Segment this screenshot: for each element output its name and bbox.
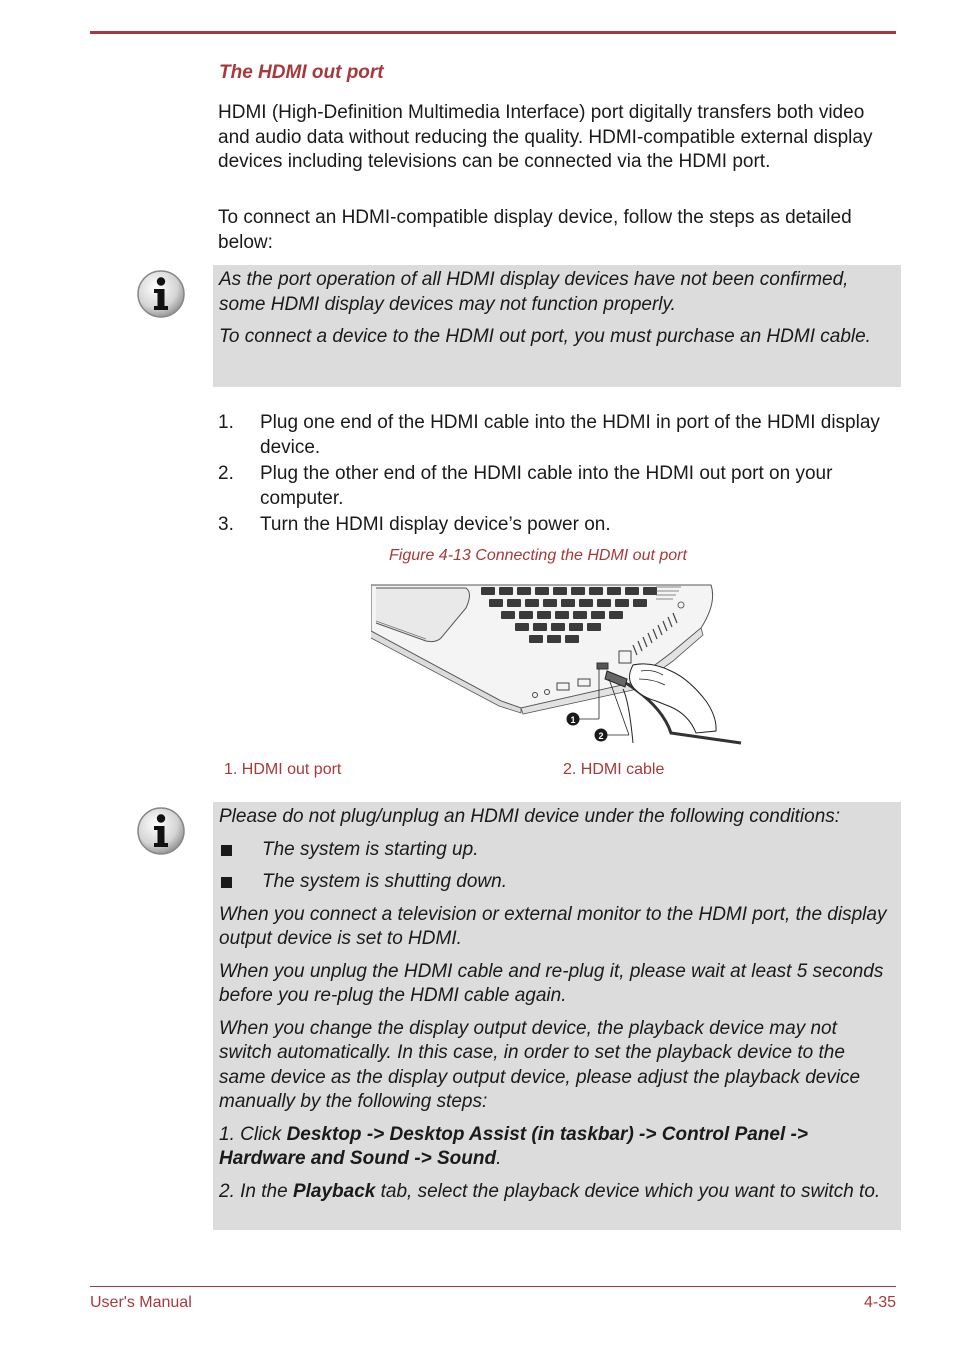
condition-list (219, 838, 893, 895)
footer-rule (90, 1286, 896, 1287)
step-text: Plug one end of the HDMI cable into the HDMI in port of the HDMI display device. (260, 412, 880, 458)
figure-legend-1: 1. HDMI out port (224, 761, 342, 778)
info-icon (136, 806, 186, 856)
intro-paragraph-1: HDMI (High-Definition Multimedia Interface) port digitally transfers both video and audio data without reducing the quality. HDMI-compatible external display devices including televisions can be connected via the HDMI port. (218, 102, 873, 172)
note-step-suffix: tab, select the playback device which you want to switch to. (375, 1180, 881, 1202)
note-step-suffix: . (496, 1148, 502, 1169)
step-text: Turn the HDMI display device’s power on. (260, 514, 611, 535)
footer-page-number: 4-35 (863, 1294, 896, 1311)
section-title: The HDMI out port (219, 62, 384, 83)
steps-list (218, 411, 888, 540)
note-box-2 (213, 802, 901, 1230)
note-step-prefix: 2. In the (219, 1180, 293, 1202)
list-item (218, 462, 888, 511)
note-text: When you change the display output device, the playback device may not switch automatically. In this case, in order to set the playback device to the same device as the display output device, please adjust the playback device manually by the following steps: (219, 1017, 861, 1112)
note-text: When you connect a television or external monitor to the HDMI port, the display output device is set to HDMI. (219, 903, 887, 949)
note-text: When you unplug the HDMI cable and re-plug it, please wait at least 5 seconds before you re-plug the HDMI cable again. (219, 960, 884, 1006)
list-item (218, 513, 888, 538)
step-text: Plug the other end of the HDMI cable into the HDMI out port on your computer. (260, 463, 833, 509)
list-item (219, 870, 893, 895)
bullet-square-icon (221, 877, 232, 888)
figure-legend-2: 2. HDMI cable (563, 761, 665, 778)
menu-path: Desktop -> Desktop Assist (in taskbar) -> Control Panel -> Hardware and Sound -> Sound (219, 1123, 808, 1169)
list-item (218, 411, 888, 460)
figure-caption: Figure 4-13 Connecting the HDMI out port (389, 547, 687, 564)
list-item (219, 838, 893, 863)
footer-manual-title: User's Manual (90, 1294, 192, 1311)
note-step-prefix: 1. Click (219, 1123, 287, 1145)
note-text: As the port operation of all HDMI display devices have not been confirmed, some HDMI display devices may not function properly. (219, 269, 849, 315)
tab-name: Playback (292, 1180, 376, 1202)
info-icon (136, 269, 186, 319)
callout-1-label: 1 (570, 715, 576, 725)
note-step-1 (219, 1123, 893, 1172)
note-text: To connect a device to the HDMI out port, you must purchase an HDMI cable. (219, 326, 871, 347)
condition-text: The system is shutting down. (262, 871, 507, 892)
step-number: 2. (218, 463, 234, 484)
bullet-square-icon (221, 845, 232, 856)
note-step-2 (219, 1180, 893, 1205)
laptop-hdmi-illustration (371, 583, 744, 746)
header-rule (90, 31, 896, 34)
intro-paragraph-2: To connect an HDMI-compatible display device, follow the steps as detailed below: (218, 207, 852, 253)
step-number: 3. (218, 514, 234, 535)
note-text: Please do not plug/unplug an HDMI device under the following conditions: (219, 806, 841, 827)
step-number: 1. (218, 412, 234, 433)
callout-2-label: 2 (598, 731, 604, 741)
condition-text: The system is starting up. (262, 838, 479, 860)
note-box-1 (213, 265, 901, 387)
